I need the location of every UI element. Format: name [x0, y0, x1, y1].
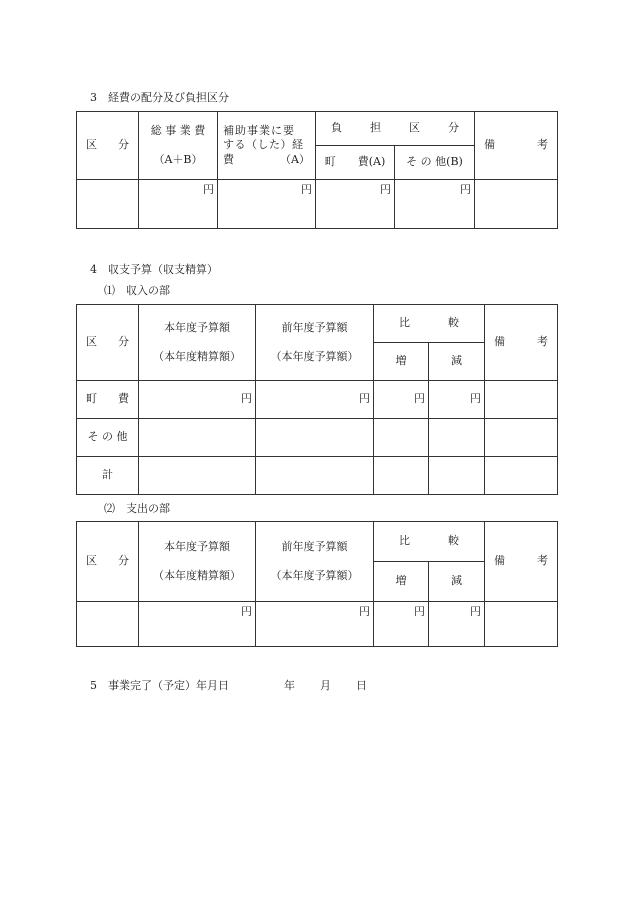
- header-gen: 減: [429, 343, 485, 381]
- cell-prev-year: 円: [256, 381, 374, 419]
- row-machi-label: 町 費: [77, 381, 139, 419]
- section5-heading: 5 事業完了（予定）年月日: [90, 679, 229, 692]
- income-table: [76, 304, 558, 495]
- header-hikaku: 比 較: [374, 305, 485, 343]
- cell-zo: 円: [374, 602, 429, 647]
- header-prev-year: 前年度予算額 （本年度予算額）: [256, 305, 374, 381]
- date-year: 年: [284, 679, 295, 692]
- header-hikaku: 比 較: [374, 522, 485, 562]
- cell-hojo: 円: [218, 180, 316, 229]
- header-biko: 備 考: [485, 522, 558, 602]
- header-sonota: そ の 他(B): [395, 146, 475, 180]
- cell-biko: [485, 381, 558, 419]
- cell-zo: 円: [374, 381, 429, 419]
- header-futan: 負 担 区 分: [316, 112, 475, 146]
- row-sonota-label: そ の 他: [77, 419, 139, 457]
- header-kubun: 区 分: [77, 522, 139, 602]
- header-hojo: 補助事業に要 する（した）経 費 （A）: [218, 112, 316, 180]
- cell-gen: 円: [429, 602, 485, 647]
- header-zo: 増: [374, 343, 429, 381]
- cell-kubun: [77, 180, 139, 229]
- expense-subheading: ⑵ 支出の部: [104, 502, 170, 515]
- cell-gen: 円: [429, 381, 485, 419]
- cell-machi: 円: [316, 180, 395, 229]
- row-kei-label: 計: [77, 457, 139, 495]
- section3-heading: 3 経費の配分及び負担区分: [90, 91, 229, 104]
- header-zo: 増: [374, 562, 429, 602]
- cell-sonota: 円: [395, 180, 475, 229]
- cell-this-year: 円: [139, 602, 256, 647]
- header-biko: 備 考: [475, 112, 558, 180]
- date-month: 月: [320, 679, 331, 692]
- header-biko: 備 考: [485, 305, 558, 381]
- header-machi: 町 費(A): [316, 146, 395, 180]
- header-total: 総 事 業 費 （A＋B）: [139, 112, 218, 180]
- cell-biko: [485, 602, 558, 647]
- header-kubun: 区 分: [77, 112, 139, 180]
- cell-this-year: 円: [139, 381, 256, 419]
- cell-kubun: [77, 602, 139, 647]
- cell-biko: [475, 180, 558, 229]
- cost-allocation-table: [76, 111, 558, 229]
- expense-table: [76, 521, 558, 647]
- section4-heading: 4 収支予算（収支精算）: [90, 263, 218, 276]
- header-gen: 減: [429, 562, 485, 602]
- date-day: 日: [356, 679, 367, 692]
- header-kubun: 区 分: [77, 305, 139, 381]
- cell-total: 円: [139, 180, 218, 229]
- income-subheading: ⑴ 収入の部: [104, 284, 170, 297]
- header-prev-year: 前年度予算額 （本年度予算額）: [256, 522, 374, 602]
- cell-prev-year: 円: [256, 602, 374, 647]
- header-this-year: 本年度予算額 （本年度精算額）: [139, 522, 256, 602]
- header-this-year: 本年度予算額 （本年度精算額）: [139, 305, 256, 381]
